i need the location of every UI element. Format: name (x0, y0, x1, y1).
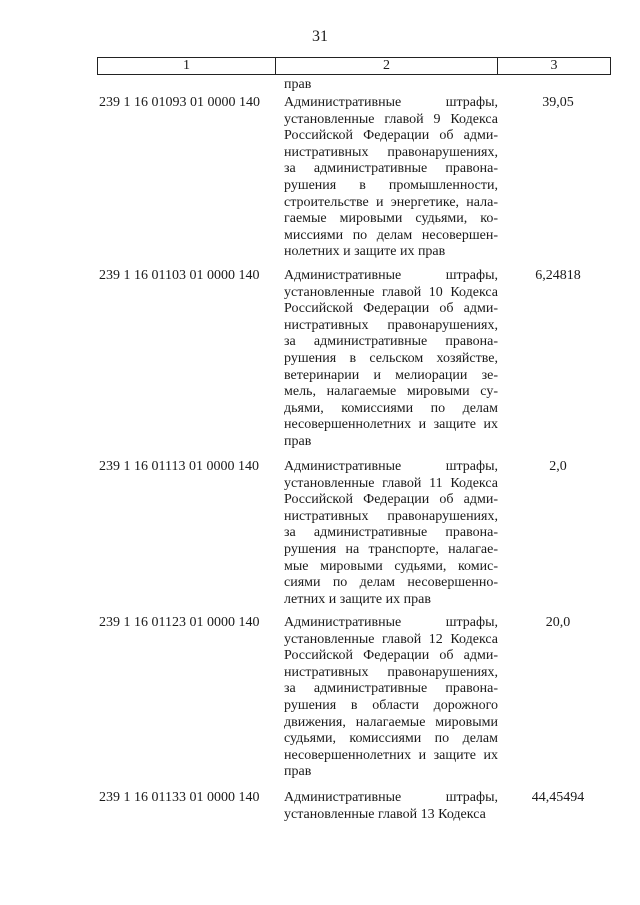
budget-code: 239 1 16 01103 01 0000 140 (99, 268, 260, 283)
description-line: ветеринарии и мелиорации зе- (284, 367, 498, 383)
description-line: миссиями по делам несовершен- (284, 227, 498, 243)
description-line: установленные главой 12 Кодекса (284, 631, 498, 647)
description-line: мель, налагаемые мировыми су- (284, 384, 498, 400)
description-line: нистративных правонарушениях, (284, 664, 498, 680)
budget-code: 239 1 16 01123 01 0000 140 (99, 615, 260, 630)
description-line: прав (284, 433, 312, 449)
column-header-1: 1 (98, 58, 276, 74)
description-line: Российской Федерации об адми- (284, 301, 498, 317)
description-line: гаемые мировыми судьями, ко- (284, 211, 498, 227)
description-line: нистративных правонарушениях, (284, 317, 498, 333)
description-line: строительстве и энергетике, нала- (284, 194, 498, 210)
description-line: Российской Федерации об адми- (284, 648, 498, 664)
description (284, 615, 498, 781)
description (284, 790, 498, 823)
description-line: установленные главой 9 Кодекса (284, 111, 498, 127)
budget-code: 239 1 16 01133 01 0000 140 (99, 790, 260, 805)
description-line: нистративных правонарушениях, (284, 144, 498, 160)
budget-code: 239 1 16 01113 01 0000 140 (99, 459, 259, 474)
description-line: мые мировыми судьями, комис- (284, 558, 498, 574)
description (284, 459, 498, 608)
description-line: летних и защите их прав (284, 591, 431, 607)
description-line: за административные правона- (284, 161, 498, 177)
page-number: 31 (312, 28, 328, 45)
description-line: сиями по делам несовершенно- (284, 575, 498, 591)
description-line: Административные штрафы, (284, 790, 498, 805)
description-line: нолетних и защите их прав (284, 244, 446, 260)
description-line: рушения в области дорожного (284, 697, 498, 713)
description-line: несовершеннолетних и защите их (284, 747, 498, 763)
description-line: установленные главой 10 Кодекса (284, 284, 498, 300)
description-line: рушения на транспорте, налагае- (284, 541, 498, 557)
description-line: Административные штрафы, (284, 615, 498, 630)
amount: 6,24818 (535, 268, 581, 283)
description-line: Административные штрафы, (284, 268, 498, 283)
budget-code: 239 1 16 01093 01 0000 140 (99, 95, 260, 110)
description-line: прав (284, 764, 312, 780)
description-line: дьями, комиссиями по делам (284, 400, 498, 416)
table-header (97, 57, 611, 75)
description-line: несовершеннолетних и защите их (284, 417, 498, 433)
description-line: движения, налагаемые мировыми (284, 714, 498, 730)
description-line: Российской Федерации об адми- (284, 492, 498, 508)
description (284, 95, 498, 261)
description-line: Российской Федерации об адми- (284, 128, 498, 144)
description-line: за административные правона- (284, 334, 498, 350)
description-line: судьями, комиссиями по делам (284, 731, 498, 747)
description-line: за административные правона- (284, 525, 498, 541)
description-line: установленные главой 11 Кодекса (284, 475, 498, 491)
column-header-2: 2 (276, 58, 498, 74)
amount: 39,05 (542, 95, 574, 110)
description (284, 268, 498, 451)
amount: 44,45494 (531, 790, 585, 805)
amount: 20,0 (545, 615, 571, 630)
description-line: Административные штрафы, (284, 95, 498, 110)
continuation-text: прав (284, 77, 312, 92)
description-line: за административные правона- (284, 681, 498, 697)
description-line: рушения в сельском хозяйстве, (284, 350, 498, 366)
description-line: установленные главой 13 Кодекса (284, 806, 486, 822)
column-header-3: 3 (550, 58, 558, 73)
description-line: рушения в промышленности, (284, 177, 498, 193)
amount: 2,0 (549, 459, 567, 474)
description-line: Административные штрафы, (284, 459, 498, 474)
description-line: нистративных правонарушениях, (284, 508, 498, 524)
